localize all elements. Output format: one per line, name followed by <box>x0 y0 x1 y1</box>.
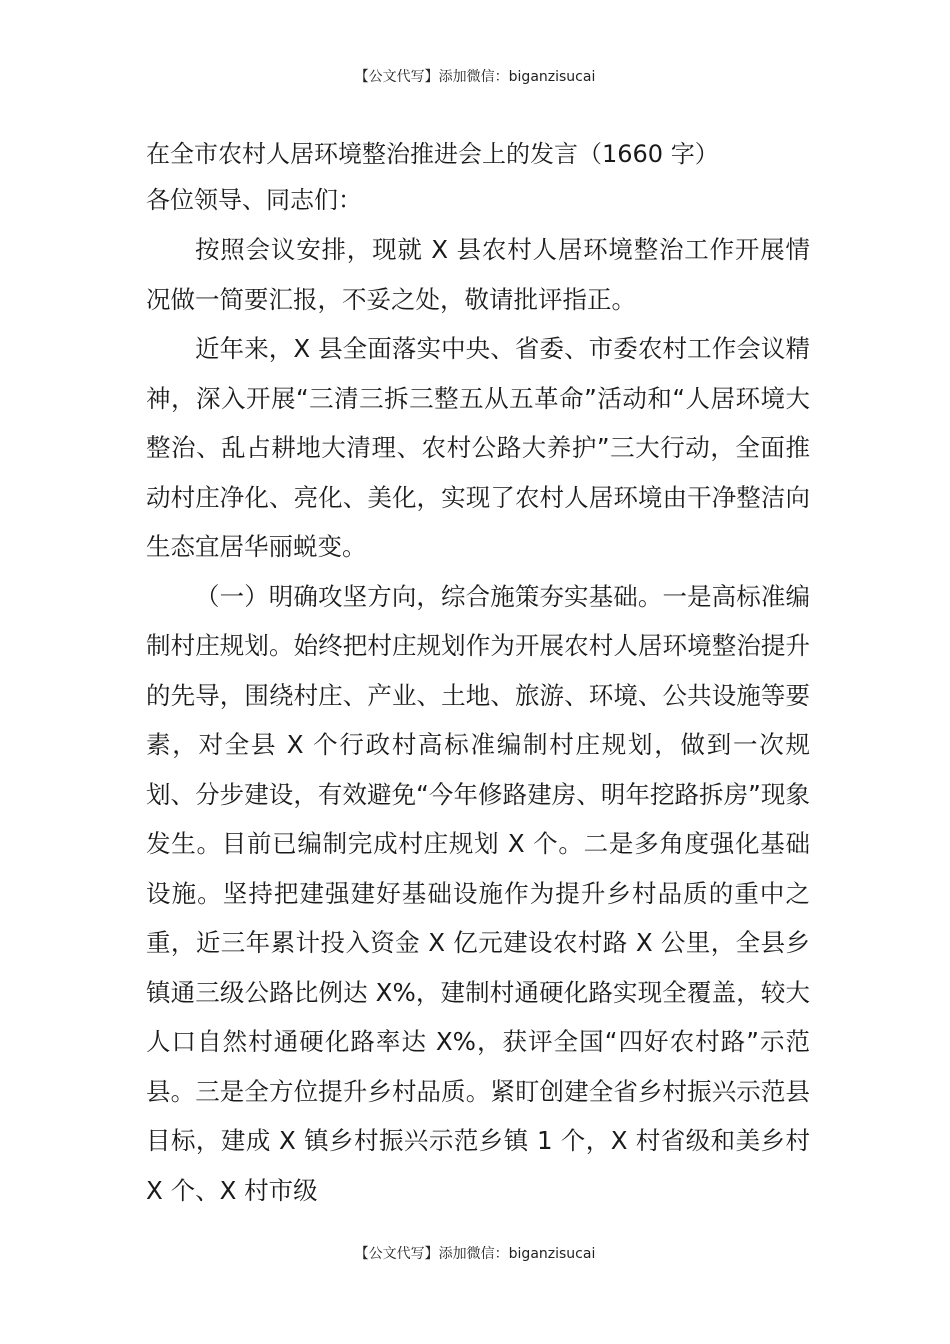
document-greeting: 各位领导、同志们： <box>146 186 362 214</box>
paragraph-intro: 按照会议安排，现就 X 县农村人居环境整治工作开展情况做一简要汇报，不妥之处，敬请批评指正。 <box>146 235 810 314</box>
paragraph-section-one: （一）明确攻坚方向，综合施策夯实基础。一是高标准编制村庄规划。始终把村庄规划作为开展农村人居环境整治提升的先导，围绕村庄、产业、土地、旅游、环境、公共设施等要素，对全县 X 个行政村高标准编制村庄规划，做到一次规划、分步建设，有效避免“今年修路建房、明年挖路拆房”现象发生。目前已编制完成村庄规划 X 个。二是多角度强化基础设施。坚持把建强建好基础设施作为提升乡村品质的重中之重，近三年累计投入资金 X 亿元建设农村路 X 公里，全县乡镇通三级公路比例达 X%，建制村通硬化路实现全覆盖，较大人口自然村通硬化路率达 X%，获评全国“四好农村路”示范县。三是全方位提升乡村品质。紧盯创建全省乡村振兴示范县目标，建成 X 镇乡村振兴示范乡镇 1 个，X 村省级和美乡村 X 个、X 村市级 <box>146 581 810 1205</box>
header-watermark-note: 【公文代写】添加微信：biganzisucai <box>354 69 596 85</box>
footer-watermark-note: 【公文代写】添加微信：biganzisucai <box>354 1246 596 1262</box>
paragraph-overview: 近年来，X 县全面落实中央、省委、市委农村工作会议精神，深入开展“三清三拆三整五从五革命”活动和“人居环境大整治、乱占耕地大清理、农村公路大养护”三大行动，全面推动村庄净化、亮化、美化，实现了农村人居环境由干净整洁向生态宜居华丽蜕变。 <box>146 334 810 561</box>
document-title: 在全市农村人居环境整治推进会上的发言（1660 字） <box>146 140 719 168</box>
document-body <box>146 131 810 1215</box>
